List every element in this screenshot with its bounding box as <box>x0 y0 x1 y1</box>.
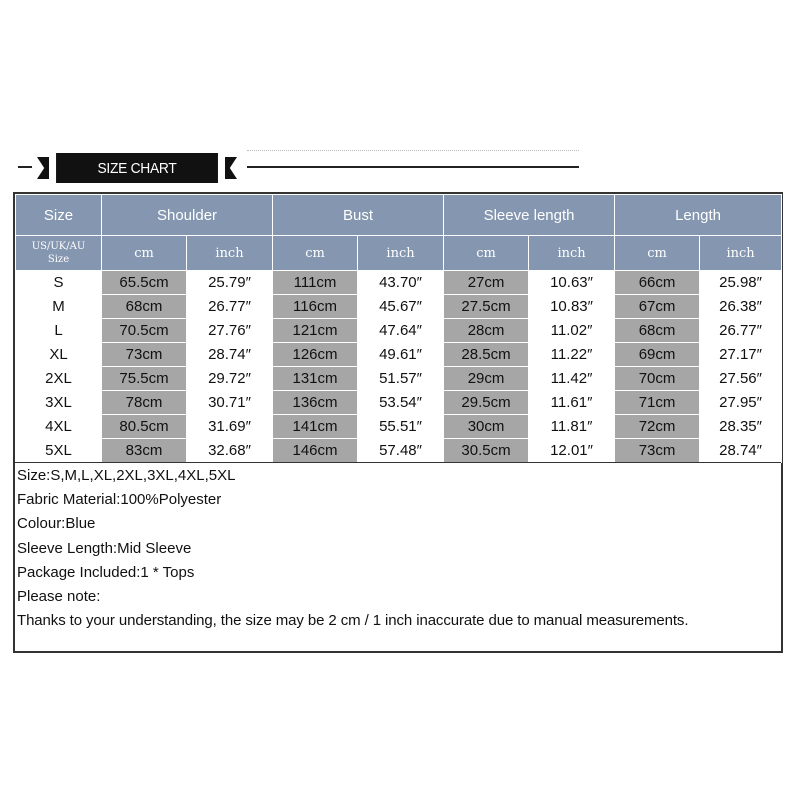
inch-value-cell: 26.38″ <box>700 295 782 319</box>
banner-rule-right <box>247 166 579 168</box>
unit-header: inch <box>700 236 782 271</box>
inch-value-cell: 11.22″ <box>529 343 615 367</box>
inch-value-cell: 49.61″ <box>358 343 444 367</box>
table-row <box>16 343 782 367</box>
size-cell: 5XL <box>16 439 102 463</box>
size-chart-banner: SIZE CHART <box>56 153 218 183</box>
cm-value-cell: 30.5cm <box>444 439 529 463</box>
unit-header: cm <box>615 236 700 271</box>
cm-value-cell: 80.5cm <box>102 415 187 439</box>
inch-value-cell: 28.74″ <box>700 439 782 463</box>
table-row <box>16 271 782 295</box>
cm-value-cell: 69cm <box>615 343 700 367</box>
table-row <box>16 391 782 415</box>
cm-value-cell: 70.5cm <box>102 319 187 343</box>
inch-value-cell: 27.95″ <box>700 391 782 415</box>
inch-value-cell: 29.72″ <box>187 367 273 391</box>
inch-value-cell: 31.69″ <box>187 415 273 439</box>
inch-value-cell: 26.77″ <box>187 295 273 319</box>
notes-divider <box>15 462 781 463</box>
size-cell: XL <box>16 343 102 367</box>
table-row <box>16 439 782 463</box>
inch-value-cell: 27.56″ <box>700 367 782 391</box>
inch-value-cell: 25.79″ <box>187 271 273 295</box>
cm-value-cell: 27cm <box>444 271 529 295</box>
cm-value-cell: 78cm <box>102 391 187 415</box>
cm-value-cell: 66cm <box>615 271 700 295</box>
unit-header: cm <box>273 236 358 271</box>
inch-value-cell: 57.48″ <box>358 439 444 463</box>
header-row-groups <box>16 195 782 236</box>
cm-value-cell: 30cm <box>444 415 529 439</box>
cm-value-cell: 65.5cm <box>102 271 187 295</box>
cm-value-cell: 116cm <box>273 295 358 319</box>
inch-value-cell: 25.98″ <box>700 271 782 295</box>
cm-value-cell: 27.5cm <box>444 295 529 319</box>
cm-value-cell: 73cm <box>615 439 700 463</box>
product-notes <box>17 464 779 633</box>
size-cell: 3XL <box>16 391 102 415</box>
inch-value-cell: 28.35″ <box>700 415 782 439</box>
group-header-length: Length <box>615 195 782 236</box>
note-colour: Colour:Blue <box>17 515 96 533</box>
inch-value-cell: 10.83″ <box>529 295 615 319</box>
table-row <box>16 319 782 343</box>
cm-value-cell: 111cm <box>273 271 358 295</box>
size-header: Size <box>16 195 102 236</box>
note-package: Package Included:1 * Tops <box>17 563 195 581</box>
size-standard-header <box>16 236 102 271</box>
cm-value-cell: 68cm <box>615 319 700 343</box>
size-cell: S <box>16 271 102 295</box>
group-header-bust: Bust <box>273 195 444 236</box>
unit-header: inch <box>529 236 615 271</box>
inch-value-cell: 28.74″ <box>187 343 273 367</box>
size-cell: 4XL <box>16 415 102 439</box>
size-table <box>15 194 782 463</box>
group-header-shoulder: Shoulder <box>102 195 273 236</box>
unit-header: inch <box>187 236 273 271</box>
size-cell: L <box>16 319 102 343</box>
inch-value-cell: 30.71″ <box>187 391 273 415</box>
cm-value-cell: 70cm <box>615 367 700 391</box>
size-standard-line-2: Size <box>47 254 70 265</box>
banner-dotted-line <box>247 150 579 151</box>
cm-value-cell: 75.5cm <box>102 367 187 391</box>
inch-value-cell: 11.42″ <box>529 367 615 391</box>
header-row-units <box>16 236 782 271</box>
note-sizes: Size:S,M,L,XL,2XL,3XL,4XL,5XL <box>17 467 236 484</box>
cm-value-cell: 121cm <box>273 319 358 343</box>
banner-ribbon-left <box>37 157 49 179</box>
unit-header: cm <box>102 236 187 271</box>
cm-value-cell: 131cm <box>273 367 358 391</box>
banner-rule-left <box>18 166 32 168</box>
unit-header: inch <box>358 236 444 271</box>
note-accuracy: Thanks to your understanding, the size may be 2 cm / 1 inch inaccurate due to manual measurements. <box>17 612 689 630</box>
size-standard-line-1: US/UK/AU <box>31 241 86 252</box>
inch-value-cell: 53.54″ <box>358 391 444 415</box>
inch-value-cell: 32.68″ <box>187 439 273 463</box>
cm-value-cell: 28cm <box>444 319 529 343</box>
cm-value-cell: 73cm <box>102 343 187 367</box>
table-row <box>16 415 782 439</box>
cm-value-cell: 67cm <box>615 295 700 319</box>
cm-value-cell: 29cm <box>444 367 529 391</box>
inch-value-cell: 11.02″ <box>529 319 615 343</box>
inch-value-cell: 45.67″ <box>358 295 444 319</box>
inch-value-cell: 12.01″ <box>529 439 615 463</box>
table-body <box>16 271 782 463</box>
cm-value-cell: 28.5cm <box>444 343 529 367</box>
cm-value-cell: 72cm <box>615 415 700 439</box>
inch-value-cell: 26.77″ <box>700 319 782 343</box>
cm-value-cell: 68cm <box>102 295 187 319</box>
banner-ribbon-right <box>225 157 237 179</box>
cm-value-cell: 146cm <box>273 439 358 463</box>
cm-value-cell: 71cm <box>615 391 700 415</box>
cm-value-cell: 141cm <box>273 415 358 439</box>
note-fabric: Fabric Material:100%Polyester <box>17 491 222 509</box>
unit-header: cm <box>444 236 529 271</box>
inch-value-cell: 27.17″ <box>700 343 782 367</box>
inch-value-cell: 47.64″ <box>358 319 444 343</box>
note-please-note: Please note: <box>17 588 101 606</box>
inch-value-cell: 55.51″ <box>358 415 444 439</box>
group-header-sleeve-length: Sleeve length <box>444 195 615 236</box>
inch-value-cell: 10.63″ <box>529 271 615 295</box>
cm-value-cell: 136cm <box>273 391 358 415</box>
inch-value-cell: 43.70″ <box>358 271 444 295</box>
size-cell: 2XL <box>16 367 102 391</box>
cm-value-cell: 83cm <box>102 439 187 463</box>
inch-value-cell: 11.81″ <box>529 415 615 439</box>
cm-value-cell: 126cm <box>273 343 358 367</box>
size-cell: M <box>16 295 102 319</box>
cm-value-cell: 29.5cm <box>444 391 529 415</box>
note-sleeve-length: Sleeve Length:Mid Sleeve <box>17 539 192 557</box>
inch-value-cell: 51.57″ <box>358 367 444 391</box>
table-row <box>16 295 782 319</box>
table-row <box>16 367 782 391</box>
inch-value-cell: 27.76″ <box>187 319 273 343</box>
inch-value-cell: 11.61″ <box>529 391 615 415</box>
